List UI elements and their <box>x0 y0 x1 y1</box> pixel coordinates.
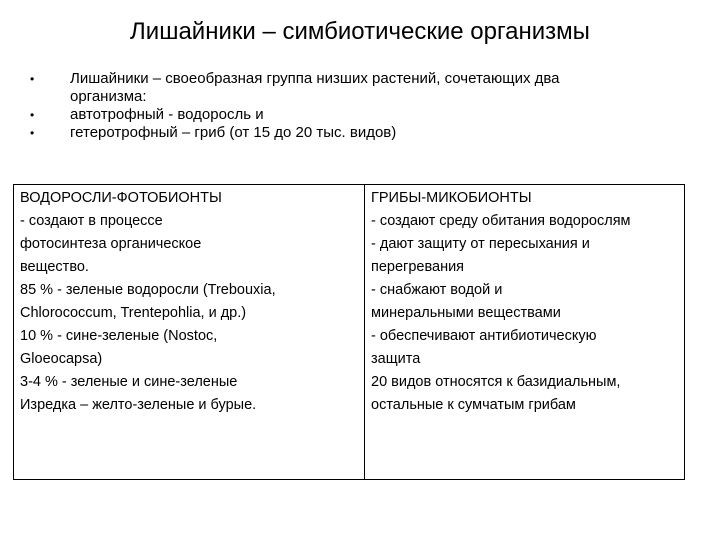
list-item <box>30 106 670 124</box>
photobionts-cell <box>14 185 365 480</box>
cell-line: вещество. <box>20 259 89 275</box>
cell-line: - дают защиту от пересыхания и <box>371 236 590 252</box>
page-title: Лишайники – симбиотические организмы <box>130 18 590 45</box>
photobionts-heading: ВОДОРОСЛИ-ФОТОБИОНТЫ <box>20 190 222 206</box>
bullet-icon: • <box>30 72 35 86</box>
cell-line: Изредка – желто-зеленые и бурые. <box>20 397 257 413</box>
cell-line: минеральными веществами <box>371 305 561 321</box>
bullet-list <box>30 70 670 142</box>
cell-line: 20 видов относятся к базидиальным, <box>371 374 621 390</box>
comparison-table <box>13 184 685 480</box>
bullet-text: гетеротрофный – гриб (от 15 до 20 тыс. видов) <box>70 124 397 141</box>
bullet-icon: • <box>30 126 35 140</box>
bullet-text: Лишайники – своеобразная группа низших растений, сочетающих два организма: <box>70 70 560 105</box>
cell-line: Gloeocapsa) <box>20 351 103 367</box>
cell-line: - создают в процессе <box>20 213 163 229</box>
cell-line: остальные к сумчатым грибам <box>371 397 576 413</box>
cell-line: защита <box>371 351 421 367</box>
mycobionts-cell <box>365 185 685 480</box>
cell-line: - снабжают водой и <box>371 282 503 298</box>
cell-line: - создают среду обитания водорослям <box>371 213 631 229</box>
cell-line: перегревания <box>371 259 465 275</box>
bullet-icon: • <box>30 108 35 122</box>
bullet-text: автотрофный - водоросль и <box>70 106 264 123</box>
cell-line: 3-4 % - зеленые и сине-зеленые <box>20 374 238 390</box>
cell-line: - обеспечивают антибиотическую <box>371 328 597 344</box>
cell-line: фотосинтеза органическое <box>20 236 202 252</box>
table-row <box>14 185 685 480</box>
list-item <box>30 124 670 142</box>
mycobionts-heading: ГРИБЫ-МИКОБИОНТЫ <box>371 190 532 206</box>
cell-line: 85 % - зеленые водоросли (Trebouxia, <box>20 282 276 298</box>
list-item <box>30 70 670 106</box>
cell-line: Chlorococcum, Trentepohlia, и др.) <box>20 305 247 321</box>
cell-line: 10 % - сине-зеленые (Nostoc, <box>20 328 218 344</box>
